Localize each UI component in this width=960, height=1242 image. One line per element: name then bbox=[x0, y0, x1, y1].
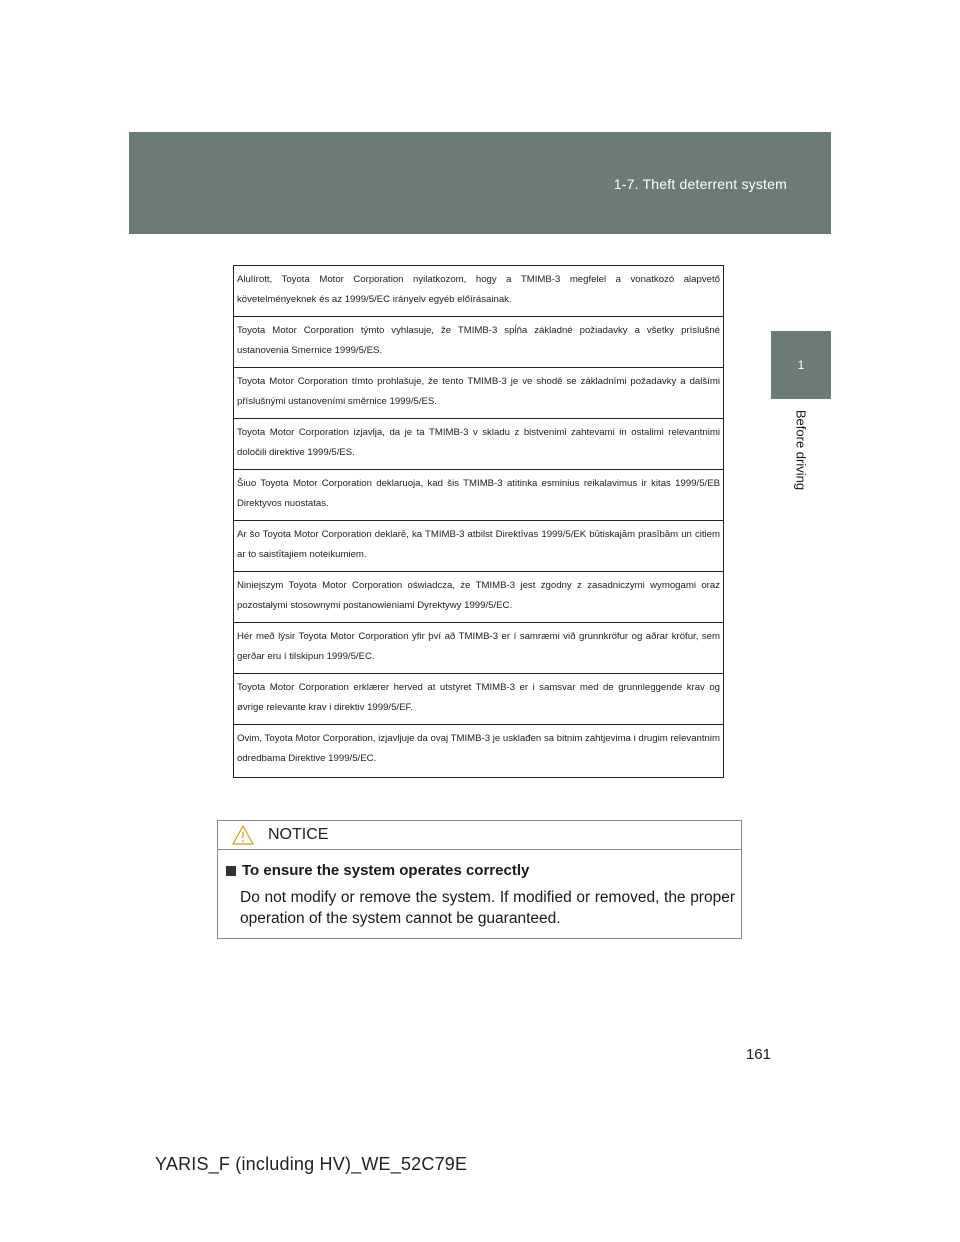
notice-header bbox=[218, 821, 741, 850]
notice-subtitle-row bbox=[226, 862, 741, 879]
notice-title: NOTICE bbox=[268, 826, 329, 843]
chapter-label: Before driving bbox=[793, 409, 809, 491]
square-bullet-icon bbox=[226, 866, 236, 876]
page-number: 161 bbox=[745, 1046, 771, 1063]
declaration-slovak: Toyota Motor Corporation týmto vyhlasuje, že TMIMB-3 spĺňa základné požiadavky a všetky príslušné ustanovenia Smernice 1999/5/ES. bbox=[234, 317, 723, 368]
notice-subtitle: To ensure the system operates correctly bbox=[242, 862, 530, 879]
declaration-latvian: Ar šo Toyota Motor Corporation deklarē, ka TMIMB-3 atbilst Direktīvas 1999/5/EK būtiskajām prasībām un citiem ar to saistītajiem noteikumiem. bbox=[234, 521, 723, 572]
declaration-hungarian: Alulírott, Toyota Motor Corporation nyilatkozom, hogy a TMIMB-3 megfelel a vonatkozó alapvető követelményeknek és az 1999/5/EC irányelv egyéb előírásainak. bbox=[234, 266, 723, 317]
section-title: 1-7. Theft deterrent system bbox=[613, 176, 787, 192]
notice-body: Do not modify or remove the system. If modified or removed, the proper operation of the system cannot be guaranteed. bbox=[240, 889, 735, 927]
declaration-slovenian: Toyota Motor Corporation izjavlja, da je ta TMIMB-3 v skladu z bistvenimi zahtevami in ostalimi relevantnimi določili direktive 1999/5/ES. bbox=[234, 419, 723, 470]
declaration-icelandic: Hér með lýsir Toyota Motor Corporation yfir því að TMIMB-3 er í samræmi við grunnkröfur og aðrar kröfur, sem gerðar eru í tilskipun 1999/5/EC. bbox=[234, 623, 723, 674]
notice-box bbox=[217, 820, 742, 939]
header-band bbox=[129, 132, 831, 234]
declaration-croatian: Ovim, Toyota Motor Corporation, izjavljuje da ovaj TMIMB-3 je usklađen sa bitnim zahtjevima i drugim relevantnim odredbama Direktive 1999/5/EC. bbox=[237, 733, 720, 764]
declaration-norwegian: Toyota Motor Corporation erklærer herved at utstyret TMIMB-3 er i samsvar med de grunnleggende krav og øvrige relevante krav i direktiv 1999/5/EF. bbox=[234, 674, 723, 725]
declaration-table bbox=[233, 265, 724, 778]
warning-triangle-icon bbox=[232, 825, 254, 845]
chapter-tab bbox=[771, 331, 831, 399]
declaration-czech: Toyota Motor Corporation tímto prohlašuje, že tento TMIMB-3 je ve shodě se základními požadavky a dalšími příslušnými ustanoveními směrnice 1999/5/ES. bbox=[234, 368, 723, 419]
footer-code: YARIS_F (including HV)_WE_52C79E bbox=[155, 1154, 468, 1174]
chapter-number: 1 bbox=[797, 358, 805, 372]
declaration-lithuanian: Šiuo Toyota Motor Corporation deklaruoja, kad šis TMIMB-3 atitinka esminius reikalavimus ir kitas 1999/5/EB Direktyvos nuostatas. bbox=[234, 470, 723, 521]
declaration-polish: Niniejszym Toyota Motor Corporation oświadcza, że TMIMB-3 jest zgodny z zasadniczymi wymogami oraz pozostałymi stosownymi postanowieniami Dyrektywy 1999/5/EC. bbox=[234, 572, 723, 623]
